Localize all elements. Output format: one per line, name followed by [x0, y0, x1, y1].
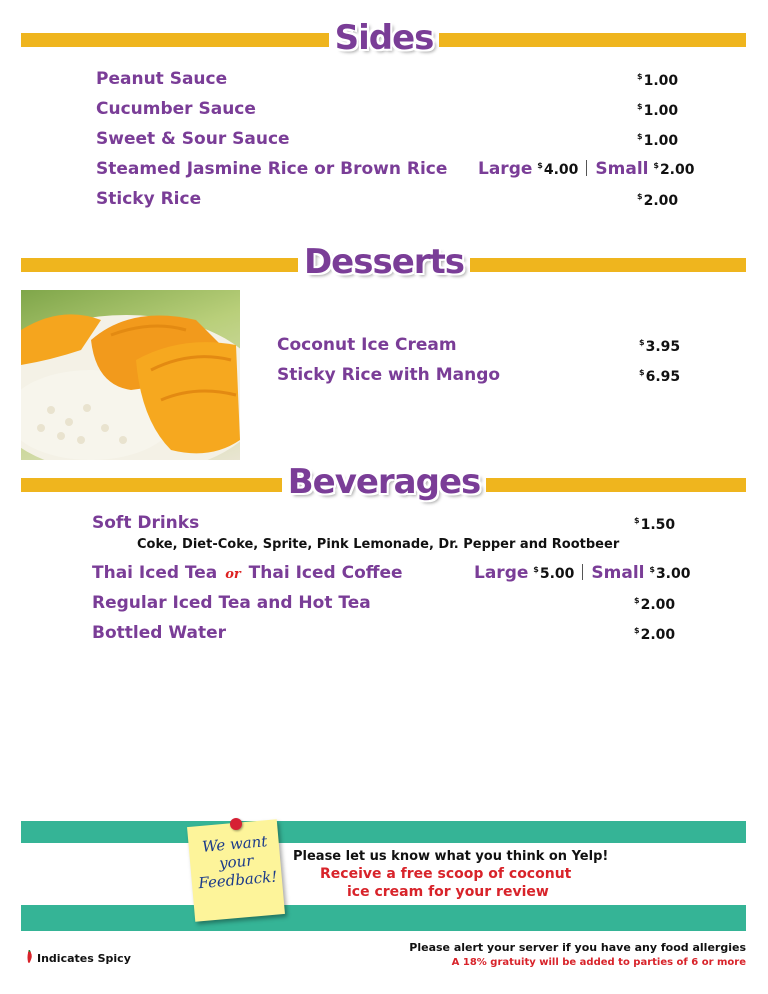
menu-item-cucumber-sauce: Cucumber Sauce [96, 99, 256, 119]
allergy-notice: Please alert your server if you have any food allergies [409, 941, 746, 954]
feedback-band-top [21, 821, 746, 843]
feedback-band-bottom [21, 905, 746, 931]
price-regular-iced-tea: $2.00 [634, 596, 676, 613]
price-soft-drinks: $1.50 [634, 516, 676, 533]
price-bottled-water: $2.00 [634, 626, 676, 643]
size-large-price: 5.00 [539, 566, 575, 582]
price-cucumber-sauce: $1.00 [637, 102, 679, 119]
feedback-sticky-note [187, 819, 285, 921]
beverages-heading [0, 462, 768, 502]
price-sweet-sour-sauce: $1.00 [637, 132, 679, 149]
spicy-legend [24, 950, 131, 965]
menu-item-thai-iced-tea-coffee [92, 563, 403, 583]
soft-drinks-description: Coke, Diet-Coke, Sprite, Pink Lemonade, Dr. Pepper and Rootbeer [137, 537, 620, 552]
price-sticky-rice-mango: $6.95 [639, 368, 681, 385]
mango-sticky-rice-illustration [21, 290, 240, 460]
price-peanut-sauce: $1.00 [637, 72, 679, 89]
menu-item-sticky-rice-mango: Sticky Rice with Mango [277, 365, 501, 385]
menu-item-coconut-ice-cream: Coconut Ice Cream [277, 335, 457, 355]
size-small-label: Small [595, 159, 649, 179]
menu-item-steamed-rice: Steamed Jasmine Rice or Brown Rice [96, 159, 448, 179]
menu-item-sweet-sour-sauce: Sweet & Sour Sauce [96, 129, 290, 149]
sides-heading [0, 18, 768, 58]
size-small-price: 2.00 [659, 162, 695, 178]
size-large-label: Large [474, 563, 529, 583]
feedback-offer-line1: Receive a free scoop of coconut [320, 866, 572, 882]
desserts-heading-text: Desserts [298, 242, 470, 282]
gratuity-notice: A 18% gratuity will be added to parties of 6 or more [451, 957, 746, 968]
pushpin-icon [230, 818, 242, 830]
thai-iced-tea-label: Thai Iced Tea [92, 563, 218, 583]
mango-sticky-rice-photo [21, 290, 240, 460]
menu-item-peanut-sauce: Peanut Sauce [96, 69, 228, 89]
size-separator [582, 564, 583, 580]
thai-iced-coffee-label: Thai Iced Coffee [248, 563, 403, 583]
price-sticky-rice: $2.00 [637, 192, 679, 209]
feedback-offer-line2: ice cream for your review [347, 884, 549, 900]
beverages-heading-text: Beverages [282, 462, 487, 502]
menu-item-soft-drinks: Soft Drinks [92, 513, 200, 533]
price-thai-iced-tea-coffee: Large $5.00 Small $3.00 [474, 563, 691, 583]
price-coconut-ice-cream: $3.95 [639, 338, 681, 355]
or-connector: or [225, 567, 241, 582]
sticky-note-text: We want your Feedback! [197, 832, 278, 893]
size-large-label: Large [478, 159, 533, 179]
menu-item-bottled-water: Bottled Water [92, 623, 226, 643]
menu-item-sticky-rice: Sticky Rice [96, 189, 202, 209]
size-small-price: 3.00 [655, 566, 691, 582]
chili-pepper-icon [24, 950, 34, 964]
spicy-legend-label: Indicates Spicy [37, 952, 131, 965]
desserts-heading [0, 242, 768, 282]
size-small-label: Small [591, 563, 645, 583]
feedback-yelp-prompt: Please let us know what you think on Yelp! [293, 849, 609, 864]
sides-heading-text: Sides [329, 18, 440, 58]
size-separator [586, 160, 587, 176]
price-steamed-rice: Large $4.00 Small $2.00 [478, 159, 695, 179]
size-large-price: 4.00 [543, 162, 579, 178]
menu-item-regular-iced-tea: Regular Iced Tea and Hot Tea [92, 593, 371, 613]
